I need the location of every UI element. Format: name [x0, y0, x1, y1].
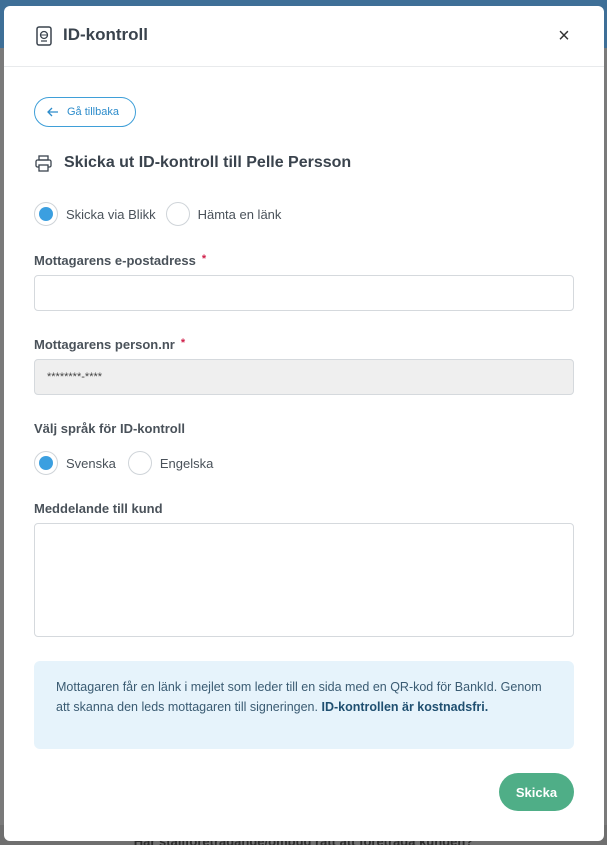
printer-icon — [35, 155, 52, 172]
radio-indicator[interactable] — [34, 451, 58, 475]
arrow-left-icon — [47, 107, 59, 117]
back-button[interactable] — [34, 97, 136, 127]
info-bold-text: ID-kontrollen är kostnadsfri. — [321, 700, 489, 714]
radio-indicator[interactable] — [128, 451, 152, 475]
section-title — [35, 154, 351, 172]
section-title-text: Skicka ut ID-kontroll till Pelle Persson — [64, 154, 352, 171]
radio-indicator[interactable] — [166, 202, 190, 226]
language-label: Välj språk för ID-kontroll — [34, 421, 185, 436]
radio-send-via-blikk[interactable] — [34, 202, 156, 226]
radio-get-link[interactable] — [166, 202, 282, 226]
personnr-field — [34, 359, 574, 395]
send-button[interactable]: Skicka — [499, 773, 574, 811]
message-label: Meddelande till kund — [34, 501, 163, 516]
email-label: Mottagarens e-postadress * — [34, 253, 207, 268]
required-mark: * — [201, 253, 207, 265]
message-textarea[interactable] — [34, 523, 574, 637]
personnr-label: Mottagarens person.nr * — [34, 337, 186, 352]
send-method-group — [34, 202, 283, 226]
language-group — [34, 451, 215, 475]
passport-icon — [36, 26, 52, 46]
close-button[interactable]: × — [558, 25, 570, 47]
info-box — [34, 661, 574, 749]
modal-title: ID-kontroll — [63, 25, 148, 44]
email-field[interactable] — [34, 275, 574, 311]
radio-svenska[interactable] — [34, 451, 116, 475]
radio-label: Hämta en länk — [197, 206, 282, 222]
radio-engelska[interactable] — [128, 451, 213, 475]
id-check-modal — [4, 6, 604, 841]
radio-indicator[interactable] — [34, 202, 58, 226]
modal-header — [4, 6, 604, 67]
radio-label: Skicka via Blikk — [66, 206, 156, 222]
required-mark: * — [180, 337, 186, 349]
back-button-label: Gå tillbaka — [67, 106, 119, 118]
radio-label: Engelska — [159, 455, 214, 471]
info-text: Mottagaren får en länk i mejlet som leder till en sida med en QR-kod för BankId. Genom att skanna den leds mottagaren till signeringen. — [56, 680, 542, 714]
radio-label: Svenska — [66, 455, 116, 471]
